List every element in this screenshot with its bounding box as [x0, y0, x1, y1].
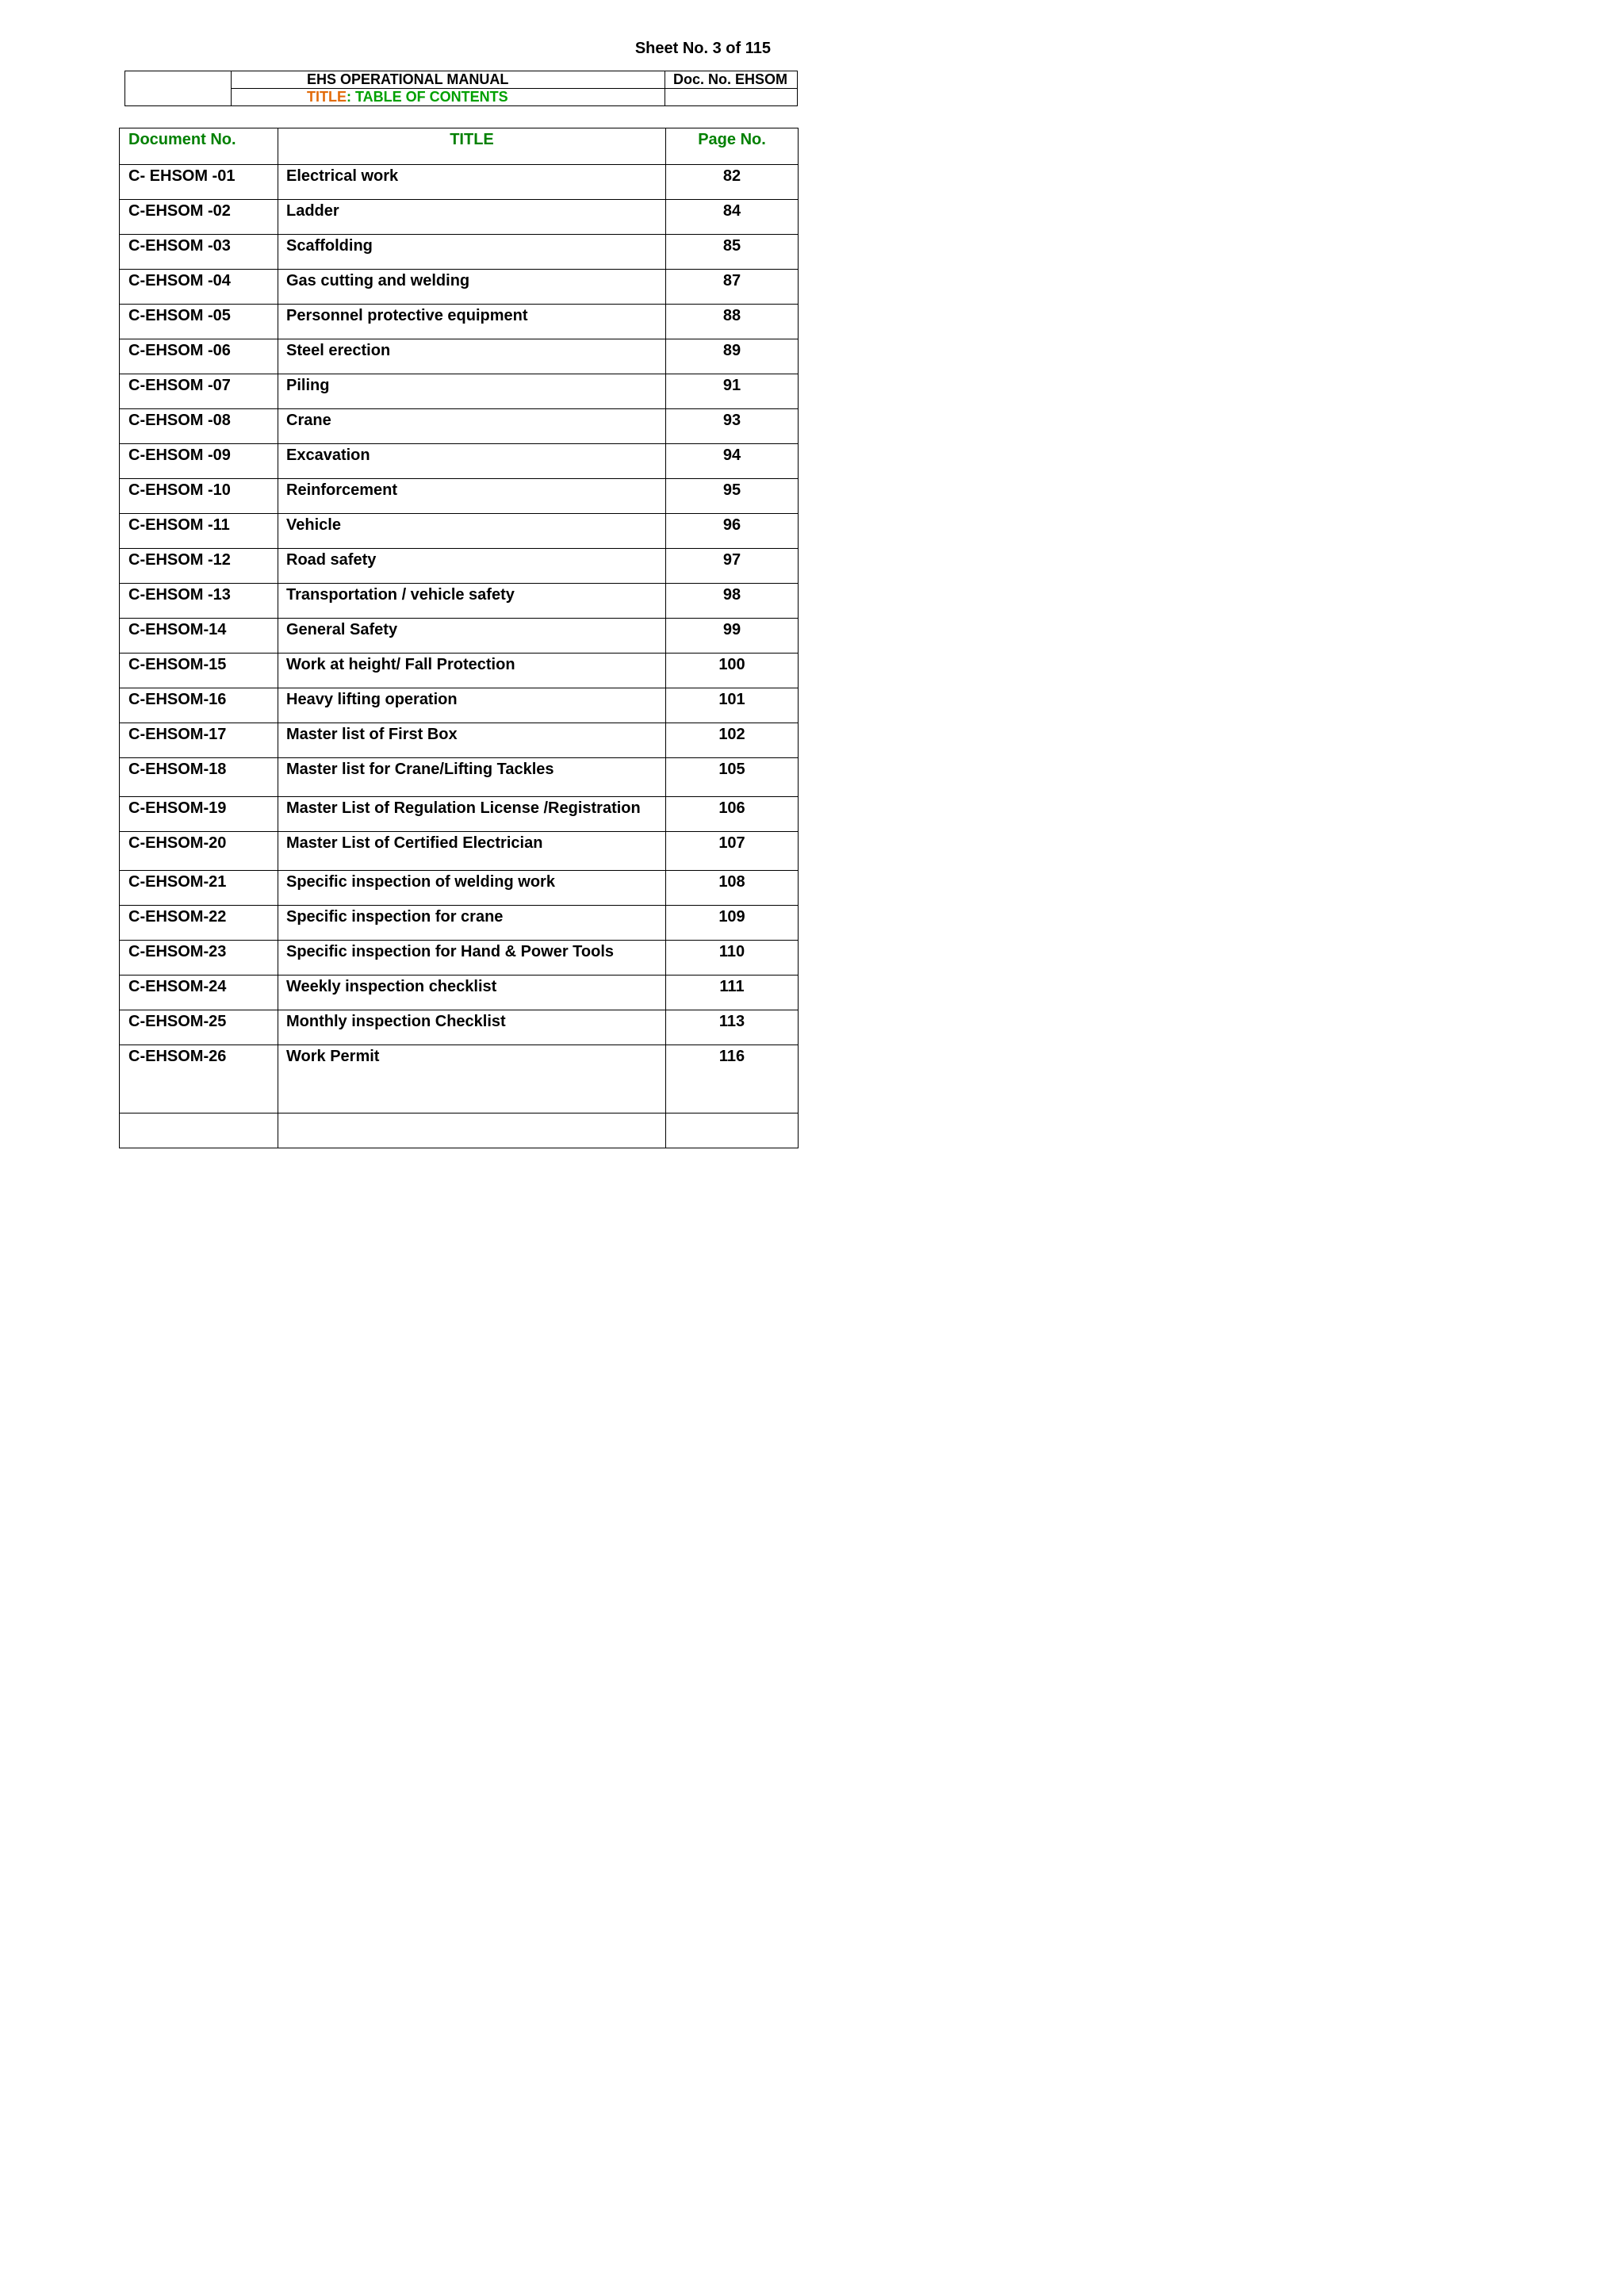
- row-doc-no: C-EHSOM -09: [120, 444, 278, 479]
- row-doc-no: C-EHSOM-21: [120, 871, 278, 906]
- row-doc-no: C-EHSOM-17: [120, 723, 278, 758]
- row-doc-no: C-EHSOM -06: [120, 339, 278, 374]
- table-row: [120, 584, 799, 619]
- row-page-no: 88: [666, 305, 799, 339]
- row-doc-no: C-EHSOM -11: [120, 514, 278, 549]
- row-doc-no: C-EHSOM-24: [120, 976, 278, 1010]
- table-row: [120, 479, 799, 514]
- table-of-contents: [119, 128, 799, 1148]
- row-title: Reinforcement: [278, 479, 666, 514]
- table-row: [120, 549, 799, 584]
- row-page-no: 101: [666, 688, 799, 723]
- toc-body: [120, 165, 799, 1148]
- table-row: [120, 1010, 799, 1045]
- table-row: [120, 688, 799, 723]
- row-title: Specific inspection for Hand & Power Tools: [278, 941, 666, 976]
- row-doc-no: C-EHSOM-19: [120, 797, 278, 832]
- table-row: [120, 654, 799, 688]
- table-row: [120, 339, 799, 374]
- row-page-no: 105: [666, 758, 799, 797]
- row-title: Master List of Certified Electrician: [278, 832, 666, 871]
- row-doc-no: C-EHSOM-26: [120, 1045, 278, 1114]
- row-page-no: 82: [666, 165, 799, 200]
- row-title: Master list for Crane/Lifting Tackles: [278, 758, 666, 797]
- row-page-no: 87: [666, 270, 799, 305]
- row-doc-no: C-EHSOM-15: [120, 654, 278, 688]
- row-title: Personnel protective equipment: [278, 305, 666, 339]
- row-page-no: 113: [666, 1010, 799, 1045]
- table-row: [120, 444, 799, 479]
- manual-name: EHS OPERATIONAL MANUAL: [232, 71, 665, 89]
- row-title: Work at height/ Fall Protection: [278, 654, 666, 688]
- table-row: [120, 871, 799, 906]
- table-row: [120, 723, 799, 758]
- column-header-doc-no: Document No.: [120, 128, 278, 165]
- sheet-number: Sheet No. 3 of 115: [634, 40, 771, 57]
- document-header: [124, 71, 798, 106]
- row-doc-no: C-EHSOM-25: [120, 1010, 278, 1045]
- logo-cell: [125, 71, 232, 106]
- row-page-no: 100: [666, 654, 799, 688]
- row-page-no: 97: [666, 549, 799, 584]
- column-header-page-no: Page No.: [666, 128, 799, 165]
- row-page-no: 94: [666, 444, 799, 479]
- row-title: Weekly inspection checklist: [278, 976, 666, 1010]
- column-header-title: TITLE: [278, 128, 666, 165]
- row-doc-no: C-EHSOM-18: [120, 758, 278, 797]
- row-title: Work Permit: [278, 1045, 666, 1114]
- table-row: [120, 758, 799, 797]
- row-doc-no: C-EHSOM -02: [120, 200, 278, 235]
- row-doc-no: C-EHSOM -03: [120, 235, 278, 270]
- row-title: Electrical work: [278, 165, 666, 200]
- row-page-no: 85: [666, 235, 799, 270]
- row-page-no: 111: [666, 976, 799, 1010]
- row-title: Gas cutting and welding: [278, 270, 666, 305]
- row-page-no: 95: [666, 479, 799, 514]
- row-title: Crane: [278, 409, 666, 444]
- row-page-no: 96: [666, 514, 799, 549]
- row-title: Master list of First Box: [278, 723, 666, 758]
- row-title: Master List of Regulation License /Registration: [278, 797, 666, 832]
- table-row: [120, 1114, 799, 1148]
- row-page-no: 108: [666, 871, 799, 906]
- table-row: [120, 200, 799, 235]
- table-row: [120, 514, 799, 549]
- row-title: Piling: [278, 374, 666, 409]
- row-page-no: 109: [666, 906, 799, 941]
- row-doc-no: C-EHSOM -05: [120, 305, 278, 339]
- row-title: Road safety: [278, 549, 666, 584]
- row-doc-no: C-EHSOM -10: [120, 479, 278, 514]
- row-title: Steel erection: [278, 339, 666, 374]
- row-doc-no: C- EHSOM -01: [120, 165, 278, 200]
- row-doc-no: C-EHSOM-14: [120, 619, 278, 654]
- row-title: Transportation / vehicle safety: [278, 584, 666, 619]
- table-row: [120, 165, 799, 200]
- table-row: [120, 619, 799, 654]
- row-doc-no: C-EHSOM-23: [120, 941, 278, 976]
- table-row: [120, 235, 799, 270]
- row-title: Specific inspection for crane: [278, 906, 666, 941]
- row-page-no: 99: [666, 619, 799, 654]
- row-page-no: 106: [666, 797, 799, 832]
- table-row: [120, 832, 799, 871]
- row-page-no: 98: [666, 584, 799, 619]
- row-doc-no: C-EHSOM -13: [120, 584, 278, 619]
- empty-header-cell: [665, 89, 798, 106]
- row-page-no: 102: [666, 723, 799, 758]
- table-row: [120, 305, 799, 339]
- table-row: [120, 976, 799, 1010]
- row-page-no: 107: [666, 832, 799, 871]
- row-page-no: 116: [666, 1045, 799, 1114]
- row-title: Scaffolding: [278, 235, 666, 270]
- row-page-no: 84: [666, 200, 799, 235]
- row-title: Specific inspection of welding work: [278, 871, 666, 906]
- row-doc-no: C-EHSOM-16: [120, 688, 278, 723]
- table-row: [120, 906, 799, 941]
- row-title: Heavy lifting operation: [278, 688, 666, 723]
- row-doc-no: C-EHSOM-22: [120, 906, 278, 941]
- row-page-no: 91: [666, 374, 799, 409]
- table-row: [120, 797, 799, 832]
- title-label: TITLE: [307, 89, 347, 105]
- table-row: [120, 941, 799, 976]
- row-doc-no: C-EHSOM-20: [120, 832, 278, 871]
- row-page-no: [666, 1114, 799, 1148]
- row-title: Ladder: [278, 200, 666, 235]
- doc-number: Doc. No. EHSOM: [665, 71, 798, 89]
- row-title: Monthly inspection Checklist: [278, 1010, 666, 1045]
- row-title: Excavation: [278, 444, 666, 479]
- document-title: [232, 89, 665, 106]
- toc-header-row: [120, 128, 799, 165]
- row-page-no: 93: [666, 409, 799, 444]
- row-doc-no: C-EHSOM -04: [120, 270, 278, 305]
- row-page-no: 110: [666, 941, 799, 976]
- table-row: [120, 270, 799, 305]
- row-doc-no: C-EHSOM -08: [120, 409, 278, 444]
- title-value: : TABLE OF CONTENTS: [347, 89, 508, 105]
- table-row: [120, 1045, 799, 1114]
- row-doc-no: [120, 1114, 278, 1148]
- row-doc-no: C-EHSOM -07: [120, 374, 278, 409]
- row-title: General Safety: [278, 619, 666, 654]
- row-page-no: 89: [666, 339, 799, 374]
- row-doc-no: C-EHSOM -12: [120, 549, 278, 584]
- row-title: Vehicle: [278, 514, 666, 549]
- table-row: [120, 374, 799, 409]
- row-title: [278, 1114, 666, 1148]
- table-row: [120, 409, 799, 444]
